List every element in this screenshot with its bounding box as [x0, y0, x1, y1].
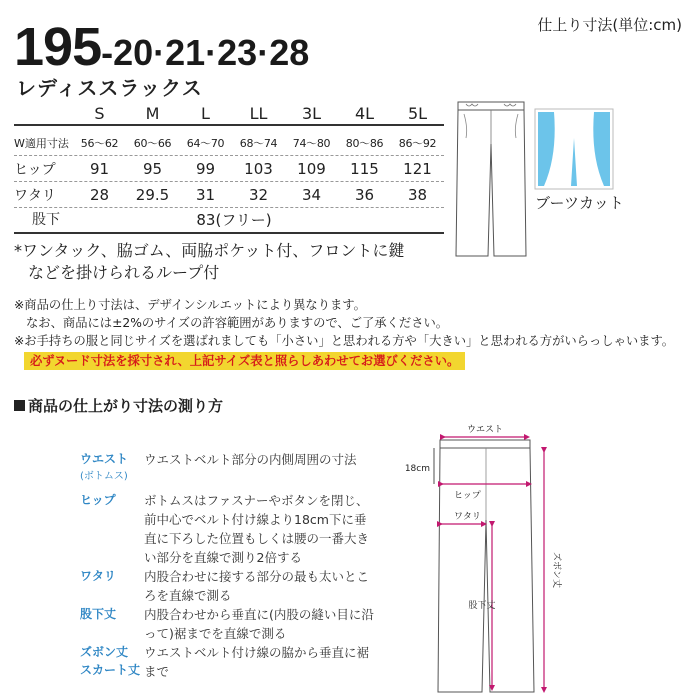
label-18cm: 18cm	[404, 464, 430, 474]
feature-text	[14, 240, 454, 284]
desc-hip: ボトムスはファスナーやボタンを閉じ、前中心でベルト付け線より18cm下に垂直に下ろした位置もしくは腰の一番大きい部分を直線で測り2倍する	[144, 493, 370, 565]
highlight-note: 必ずヌード寸法を採寸され、上記サイズ表と照らしあわせてお選びください。	[24, 352, 465, 370]
term-hip: ヒップ	[80, 493, 116, 507]
term-label-2: スカート丈	[80, 663, 141, 677]
table-cell: 95	[142, 159, 163, 178]
table-cell: 56～62	[80, 136, 119, 150]
note-line: ※お手持ちの服と同じサイズを選ばれましても「小さい」と思われる方や「大きい」と思われる方がいらっしゃいます。	[14, 334, 675, 348]
table-cell: 32	[248, 185, 269, 204]
row-label: 股下	[32, 212, 60, 228]
note-line: ※商品の仕上り寸法は、デザインシルエットにより異なります。	[14, 298, 366, 312]
size-header-row	[14, 100, 444, 126]
label-inseam: 股下丈	[468, 601, 496, 611]
term-sub: (ボトムス)	[80, 471, 128, 482]
table-cell: 28	[89, 185, 110, 204]
square-bullet-icon	[14, 400, 25, 411]
size-header-cell: LL	[249, 103, 268, 123]
table-row	[14, 182, 444, 208]
size-header-cell: 3L	[301, 103, 322, 123]
product-code	[14, 17, 310, 77]
row-label: ヒップ	[14, 161, 56, 178]
section-title-text: 商品の仕上がり寸法の測り方	[28, 397, 224, 415]
table-rule-bottom	[14, 232, 444, 234]
table-cell: 103	[244, 159, 273, 178]
row-label: W適用寸法	[14, 136, 69, 150]
label-hip: ヒップ	[454, 491, 481, 501]
table-cell: 64～70	[186, 136, 225, 150]
label-waist: ウエスト	[466, 425, 504, 435]
size-header-cell: M	[145, 103, 160, 123]
table-cell: 109	[297, 159, 326, 178]
desc-waist: ウエストベルト部分の内側周囲の寸法	[144, 452, 357, 467]
product-code-main: 195	[14, 17, 102, 77]
table-cell: 34	[301, 185, 322, 204]
table-cell: 60～66	[133, 136, 172, 150]
boot-cut-label: ブーツカット	[535, 194, 624, 212]
table-row-inseam	[14, 206, 444, 232]
size-header-cell: L	[201, 103, 210, 123]
table-cell: 86～92	[398, 136, 437, 150]
size-header-cell: 4L	[354, 103, 375, 123]
feature-line: などを掛けられるループ付	[28, 263, 220, 282]
desc-length: ウエストベルト付け線の脇から垂直に裾まで	[144, 645, 370, 679]
product-code-variants: -20·21·23·28	[101, 32, 310, 73]
table-cell: 68～74	[239, 136, 278, 150]
unit-note: 仕上り寸法(単位:cm)	[537, 16, 682, 34]
term-label: ウエスト	[80, 452, 129, 466]
section-title	[14, 395, 223, 416]
table-cell: 91	[89, 159, 110, 178]
label-length: ズボン丈	[551, 551, 561, 589]
size-header-cell: 5L	[407, 103, 428, 123]
table-cell: 115	[350, 159, 379, 178]
measurement-diagram	[398, 420, 568, 695]
table-cell: 121	[403, 159, 432, 178]
notes	[14, 296, 674, 370]
inseam-value: 83(フリー)	[196, 210, 272, 229]
product-name: レディススラックス	[16, 76, 203, 100]
term-watari: ワタリ	[80, 569, 116, 583]
table-row	[14, 156, 444, 182]
pants-sketch	[454, 100, 528, 260]
boot-cut-swatch	[534, 108, 614, 190]
table-cell: 80～86	[345, 136, 384, 150]
table-cell: 31	[195, 185, 216, 204]
table-cell: 36	[354, 185, 375, 204]
table-cell: 38	[407, 185, 428, 204]
note-line: なお、商品には±2%のサイズの許容範囲がありますので、ご了承ください。	[26, 316, 449, 330]
term-label: ズボン丈	[80, 645, 129, 659]
term-waist	[80, 450, 140, 486]
desc-inseam: 内股合わせから垂直に(内股の縫い目に沿って)裾までを直線で測る	[144, 607, 374, 641]
desc-watari: 内股合わせに接する部分の最も太いところを直線で測る	[144, 569, 370, 603]
term-length	[80, 643, 140, 679]
row-label: ワタリ	[14, 187, 56, 204]
feature-line: *ワンタック、脇ゴム、両脇ポケット付、フロントに鍵	[14, 241, 405, 260]
table-cell: 99	[195, 159, 216, 178]
table-cell: 29.5	[135, 185, 170, 204]
size-header-cell: S	[94, 103, 105, 123]
diagram-waistband	[440, 440, 530, 448]
table-cell: 74～80	[292, 136, 331, 150]
term-inseam: 股下丈	[80, 607, 117, 621]
table-row	[14, 130, 444, 156]
label-watari: ワタリ	[454, 512, 481, 522]
